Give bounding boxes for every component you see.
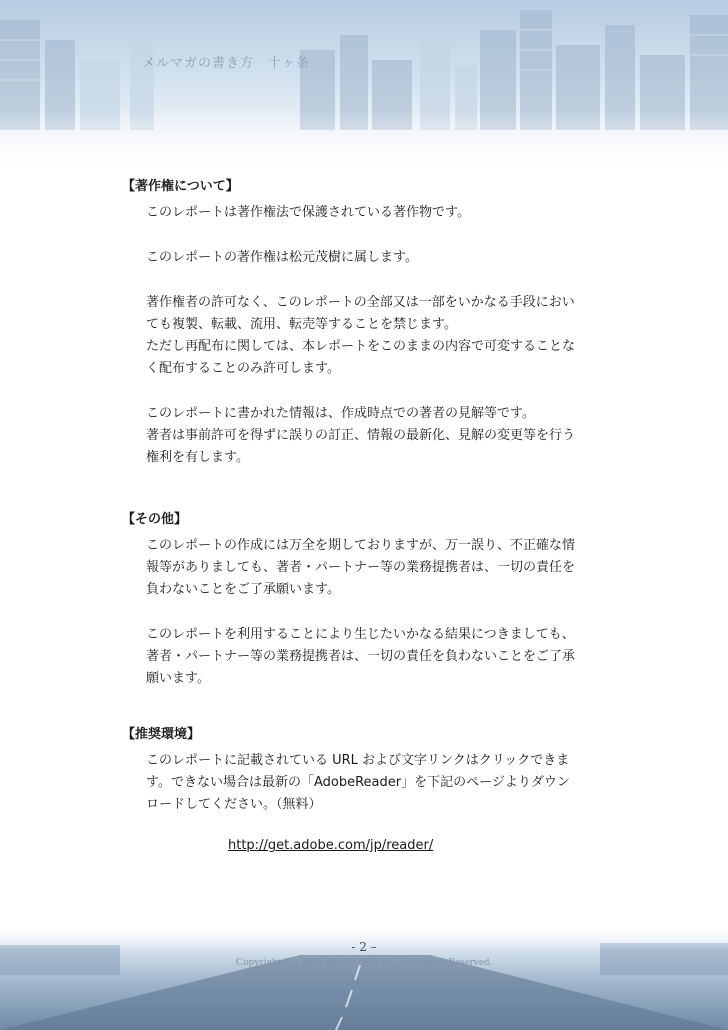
copyright-paragraph-2: このレポートの著作権は松元茂樹に属します。 (146, 250, 418, 265)
other-paragraph-2: このレポートを利用することにより生じたいかなる結果につきましても、 著者・パートナー等の業務提携者は、一切の責任を負わないことをご了承 願います。 (146, 627, 576, 686)
header-title: メルマガの書き方 十ヶ条 (142, 56, 311, 71)
page-number: - 2 – (351, 940, 377, 954)
other-paragraph-1: このレポートの作成には万全を期しておりますが、万一誤り、不正確な情 報等がありましても、著者・パートナー等の業務提携者は、一切の責任を 負わないことをご了承願います。 (146, 538, 576, 597)
adobe-reader-link[interactable]: http://get.adobe.com/jp/reader/ (228, 838, 434, 853)
copyright-section (122, 178, 602, 492)
header-skyline-banner (0, 0, 728, 175)
section-heading-copyright: 【著作権について】 (122, 179, 239, 194)
copyright-paragraph-3: 著作権者の許可なく、このレポートの全部又は一部をいかなる手段におい ても複製、転載、流用、転売等することを禁じます。 ただし再配布に関しては、本レポートをこのままの内容で可変することな く配布することのみ許可します。 (146, 295, 576, 376)
environment-section (122, 726, 602, 839)
other-section (122, 511, 602, 713)
section-heading-other: 【その他】 (122, 512, 188, 527)
environment-paragraph-1: このレポートに記載されている URL および文字リンクはクリックできま す。できない場合は最新の「AdobeReader」を下記のページよりダウン ロードしてください。（無料） (146, 753, 570, 812)
copyright-paragraph-1: このレポートは著作権法で保護されている著作物です。 (146, 205, 470, 220)
copyright-paragraph-4: このレポートに書かれた情報は、作成時点での著者の見解等です。 著者は事前許可を得ずに誤りの訂正、情報の最新化、見解の変更等を行う 権利を有します。 (146, 406, 576, 465)
copyright-notice: Copyright (C) 2009 NONKISTYLE. All Rights Reserved. (235, 956, 493, 968)
skyline-image (0, 0, 728, 175)
section-heading-environment: 【推奨環境】 (122, 727, 201, 742)
